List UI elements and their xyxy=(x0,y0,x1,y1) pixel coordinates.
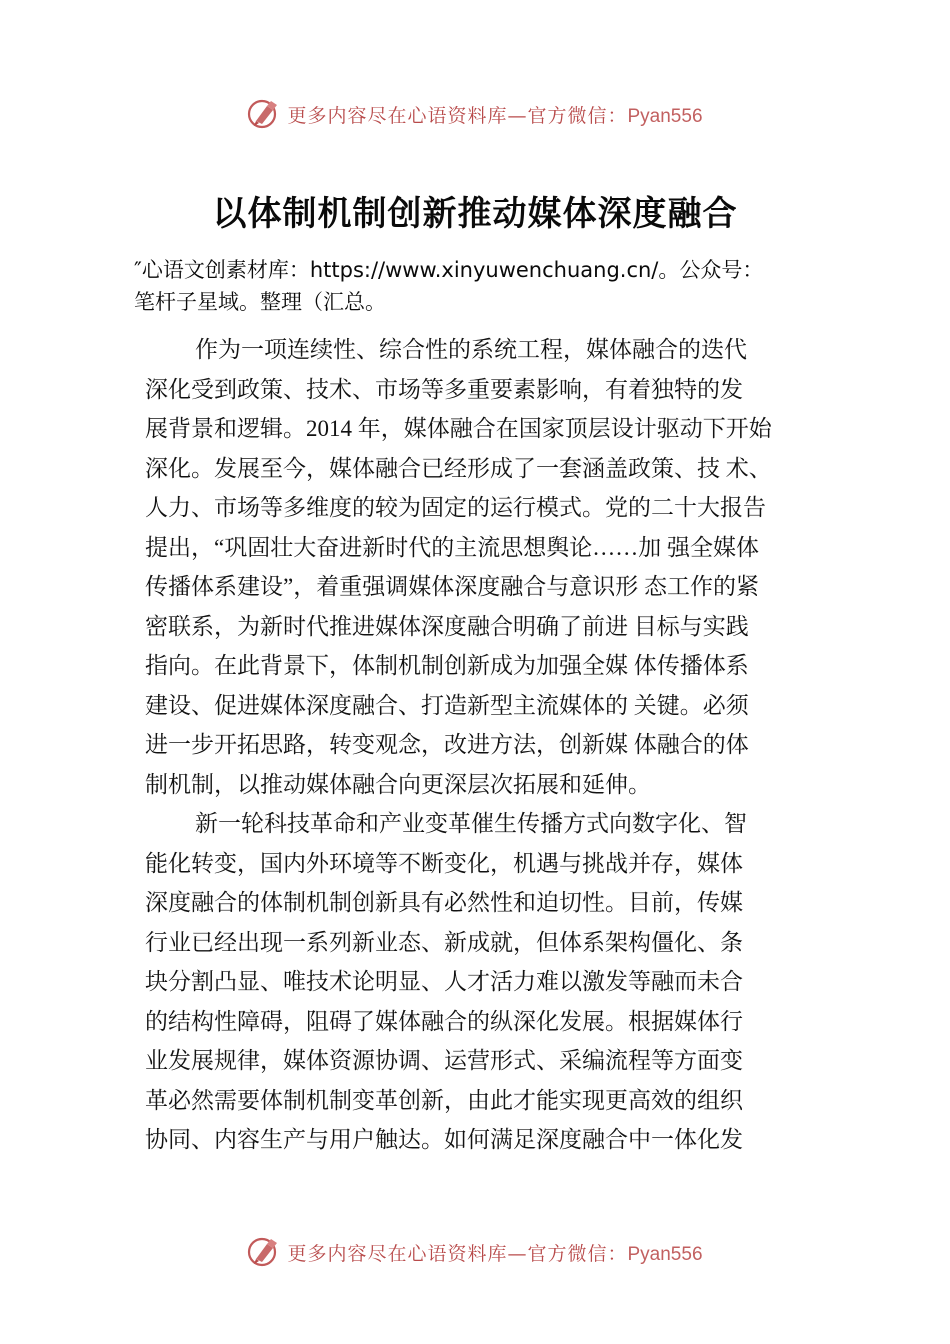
text-line: 展背景和逻辑。2014 年，媒体融合在国家顶层设计驱动下开始 xyxy=(145,416,772,441)
text-line: 深度融合的体制机制创新具有必然性和迫切性。目前，传媒 xyxy=(145,890,743,915)
paragraph-2 xyxy=(145,804,835,1160)
header-banner-label: 更多内容尽在心语资料库—官方微信： xyxy=(287,104,628,127)
header-banner xyxy=(0,94,950,134)
text-line: 新一轮科技革命和产业变革催生传播方式向数字化、智 xyxy=(195,811,747,836)
footer-banner-label: 更多内容尽在心语资料库—官方微信： xyxy=(287,1242,628,1265)
header-banner-text xyxy=(287,101,702,128)
text-line: 指向。在此背景下，体制机制创新成为加强全媒 体传播体系 xyxy=(145,653,749,678)
source-line: 笔杆子星域。整理（汇总。 xyxy=(134,290,386,314)
footer-banner-text xyxy=(287,1239,702,1266)
paragraph-1 xyxy=(145,330,835,804)
footer-banner xyxy=(0,1232,950,1272)
text-line: 革必然需要体制机制变革创新，由此才能实现更高效的组织 xyxy=(145,1087,743,1113)
text-line: 建设、促进媒体深度融合、打造新型主流媒体的 关键。必须 xyxy=(145,692,749,718)
text-line: 深化受到政策、技术、市场等多重要素影响，有着独特的发 xyxy=(145,376,743,402)
pen-nib-logo-icon xyxy=(247,97,281,131)
text-line: 密联系，为新时代推进媒体深度融合明确了前进 目标与实践 xyxy=(145,613,749,639)
text-line: 人力、市场等多维度的较为固定的运行模式。党的二十大报告 xyxy=(145,495,766,520)
text-line: 协同、内容生产与用户触达。如何满足深度融合中一体化发 xyxy=(145,1127,743,1152)
pen-nib-logo-icon xyxy=(247,1235,281,1269)
text-line: 业发展规律，媒体资源协调、运营形式、采编流程等方面变 xyxy=(145,1048,743,1073)
footer-wechat-id: Pyan556 xyxy=(627,1243,703,1265)
document-body xyxy=(145,330,835,1160)
source-note xyxy=(134,254,864,318)
source-line: ″心语文创素材库：https://www.xinyuwenchuang.cn/。公众号： xyxy=(134,258,764,282)
text-line: 行业已经出现一系列新业态、新成就，但体系架构僵化、条 xyxy=(145,929,743,955)
text-line: 提出，“巩固壮大奋进新时代的主流思想舆论……加 强全媒体 xyxy=(145,534,759,560)
document-title: 以体制机制创新推动媒体深度融合 xyxy=(212,194,738,234)
text-line: 制机制，以推动媒体融合向更深层次拓展和延伸。 xyxy=(145,771,651,797)
text-line: 的结构性障碍，阻碍了媒体融合的纵深化发展。根据媒体行 xyxy=(145,1008,743,1034)
text-line: 作为一项连续性、综合性的系统工程，媒体融合的迭代 xyxy=(195,337,747,362)
text-line: 进一步开拓思路，转变观念，改进方法，创新媒 体融合的体 xyxy=(145,732,749,757)
text-line: 块分割凸显、唯技术论明显、人才活力难以激发等融而未合 xyxy=(145,969,743,994)
text-line: 传播体系建设”，着重强调媒体深度融合与意识形 态工作的紧 xyxy=(145,574,759,599)
text-line: 深化。发展至今，媒体融合已经形成了一套涵盖政策、技 术、 xyxy=(145,455,772,481)
text-line: 能化转变，国内外环境等不断变化，机遇与挑战并存，媒体 xyxy=(145,850,743,876)
header-wechat-id: Pyan556 xyxy=(627,105,703,127)
